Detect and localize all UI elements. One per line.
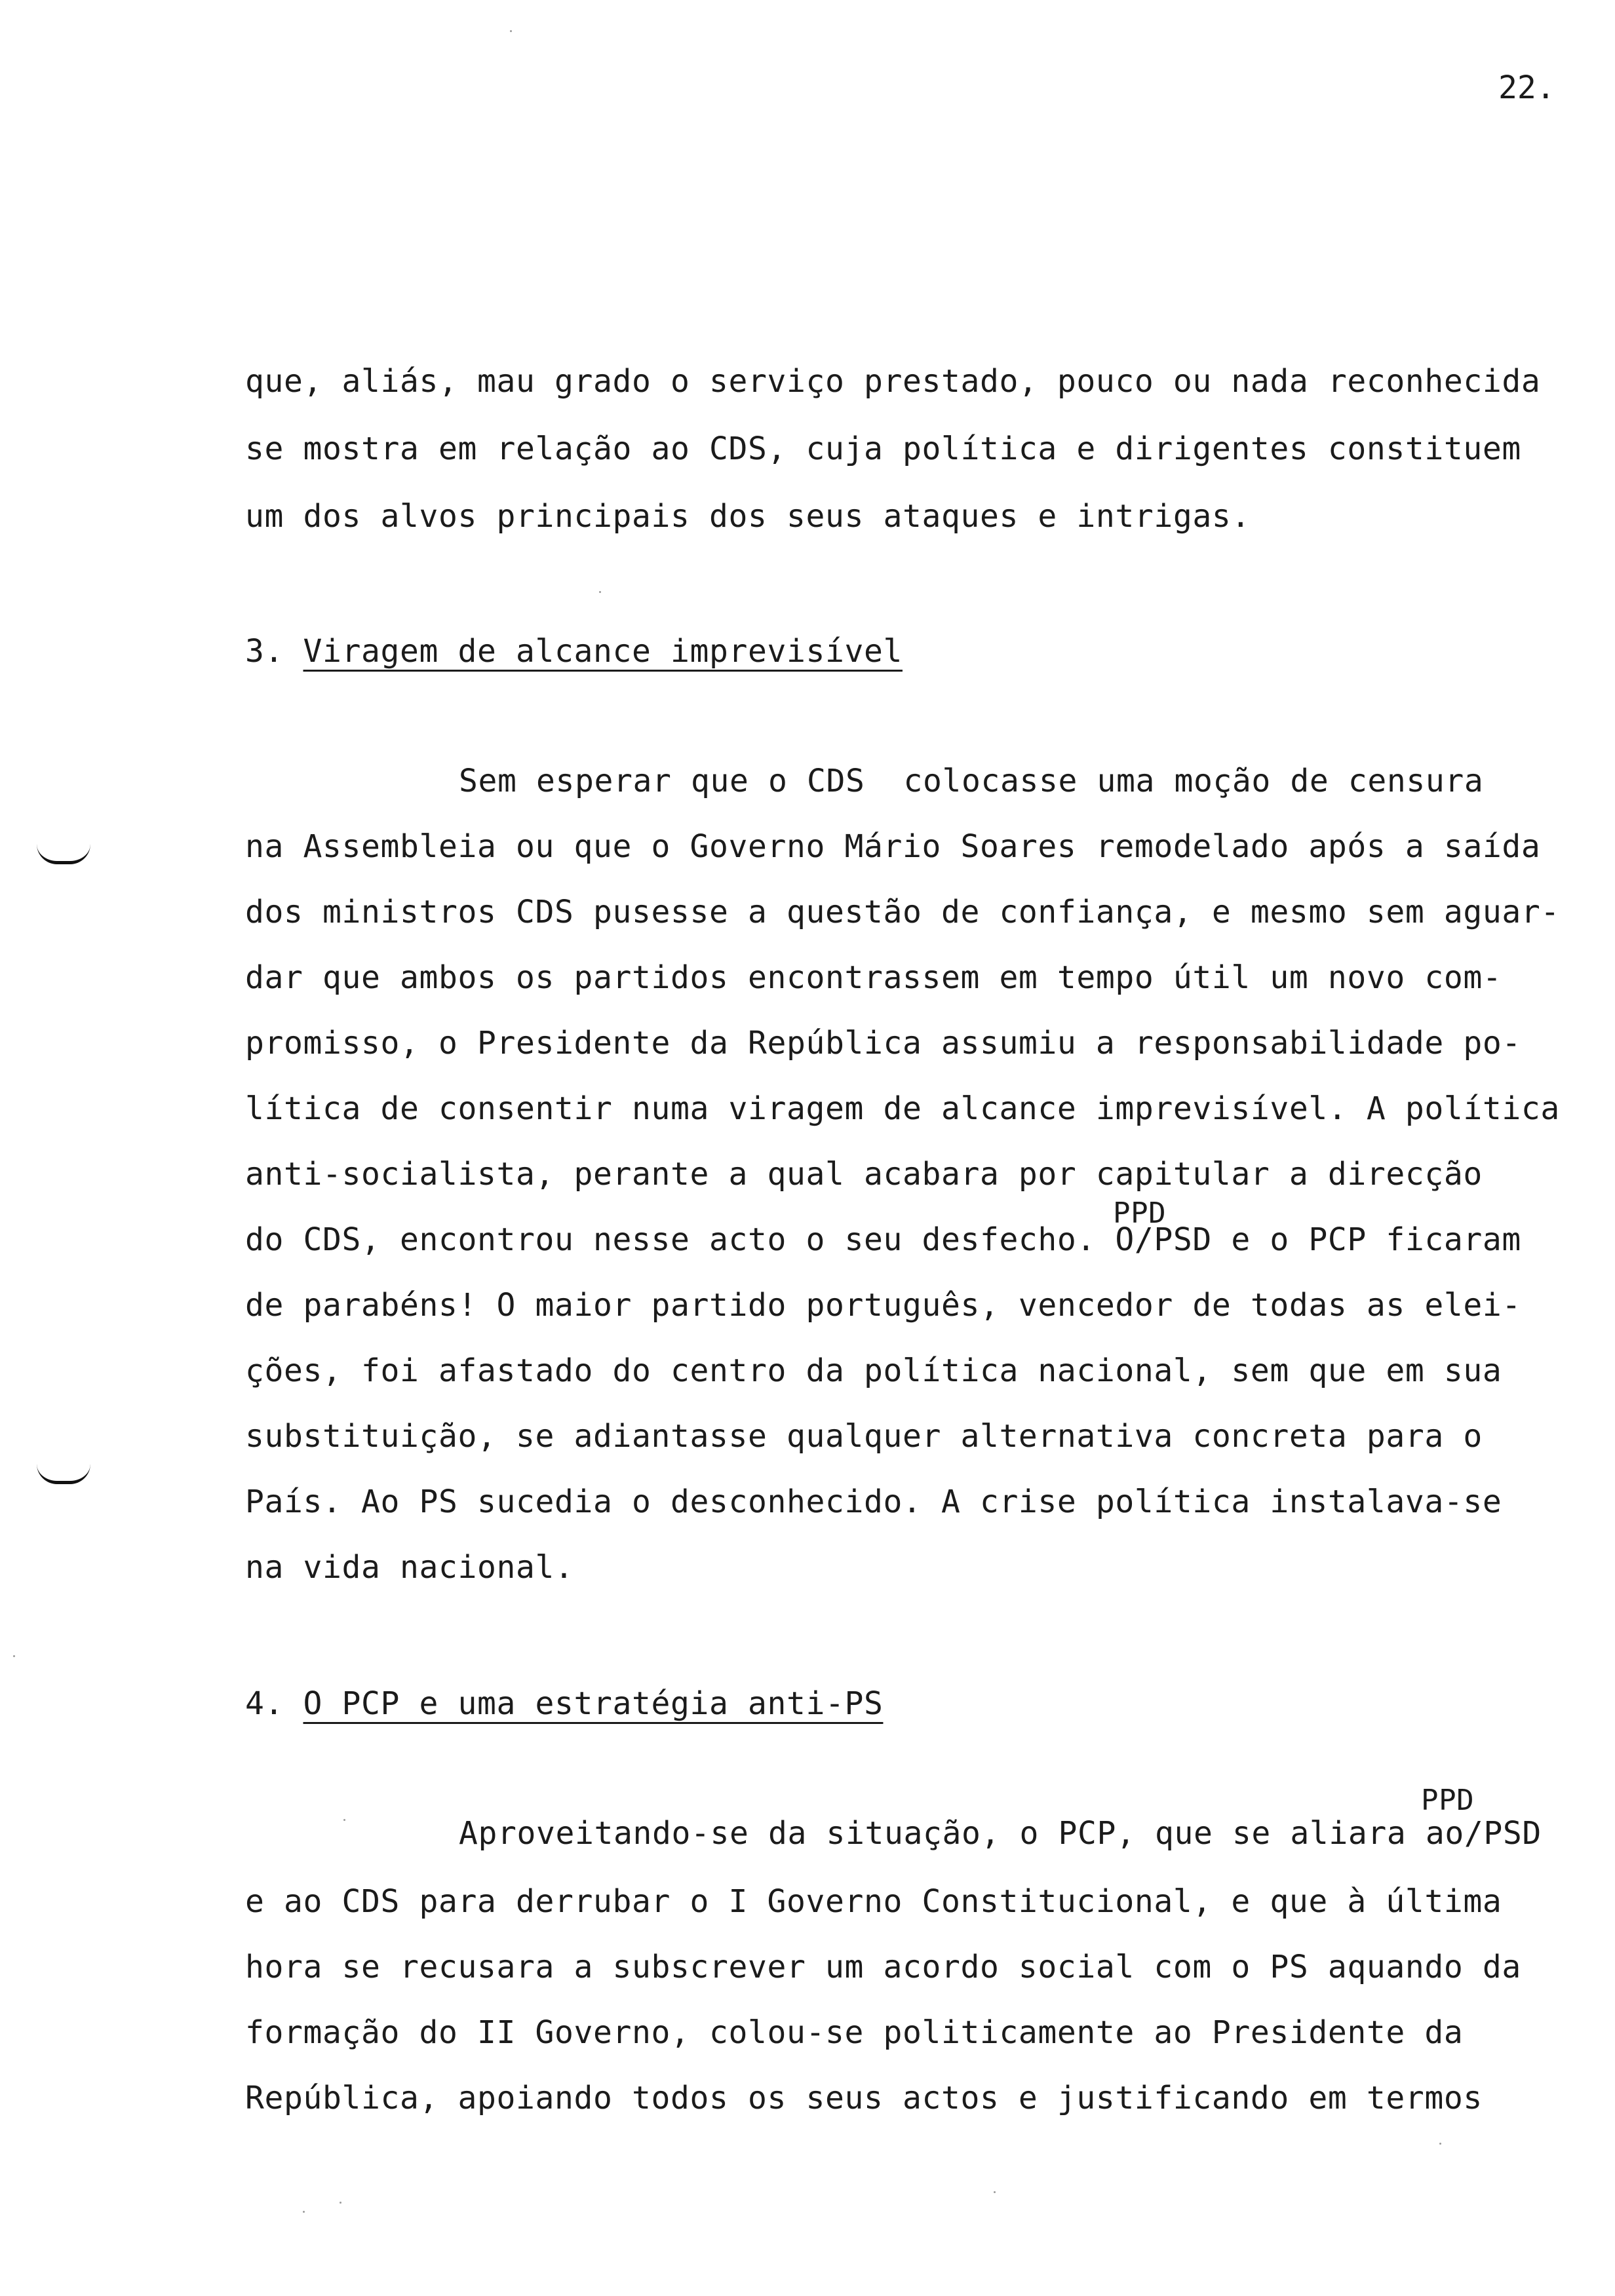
text-line: que, aliás, mau grado o serviço prestado, pouco ou nada reconhecida [245,363,1541,400]
text-line: País. Ao PS sucedia o desconhecido. A crise política instalava-se [245,1483,1502,1520]
section-3-heading [245,632,903,671]
binding-mark [37,844,90,864]
scan-speck [599,591,601,593]
scan-speck [303,2211,305,2213]
text-line: e ao CDS para derrubar o I Governo Constitucional, e que à última [245,1883,1502,1920]
scan-speck [510,30,512,32]
text-line: hora se recusara a subscrever um acordo social com o PS aquando da [245,1949,1521,1985]
text-line: um dos alvos principais dos seus ataques e intrigas. [245,498,1251,535]
handwritten-insertion: PPD [1421,1784,1475,1817]
text-line: promisso, o Presidente da República assumiu a responsabilidade po- [245,1025,1521,1062]
text-line: na Assembleia ou que o Governo Mário Soares remodelado após a saída [245,828,1541,865]
binding-mark [37,1464,90,1484]
text-line: anti-socialista, perante a qual acabara por capitular a direcção [245,1156,1483,1193]
section-title: Viragem de alcance imprevisível [303,633,903,670]
scan-speck [340,2202,341,2204]
section-4-heading [245,1684,883,1723]
section-title: O PCP e uma estratégia anti-PS [303,1685,884,1722]
scan-speck [1439,2143,1441,2145]
scan-speck [13,1655,15,1657]
text-line: dos ministros CDS pusesse a questão de confiança, e mesmo sem aguar- [245,894,1560,930]
text-line: dar que ambos os partidos encontrassem em tempo útil um novo com- [245,959,1502,996]
text-line: substituição, se adiantasse qualquer alternativa concreta para o [245,1418,1483,1455]
text-line: ções, foi afastado do centro da política nacional, sem que em sua [245,1352,1502,1389]
handwritten-insertion: PPD [1113,1196,1167,1230]
text-line: Aproveitando-se da situação, o PCP, que se aliara ao/PSD [459,1815,1542,1852]
scan-speck [994,2191,996,2193]
text-line: se mostra em relação ao CDS, cuja política e dirigentes constituem [245,430,1521,467]
text-line: República, apoiando todos os seus actos e justificando em termos [245,2080,1483,2116]
text-line: lítica de consentir numa viragem de alcance imprevisível. A política [245,1090,1560,1127]
text-line: do CDS, encontrou nesse acto o seu desfecho. O/PSD e o PCP ficaram [245,1221,1521,1258]
section-number: 4. [245,1685,284,1722]
page-number: 22. [1498,69,1555,106]
section-number: 3. [245,633,284,670]
text-line: de parabéns! O maior partido português, vencedor de todas as elei- [245,1287,1521,1324]
scan-speck [343,1819,345,1821]
text-line: na vida nacional. [245,1549,574,1586]
text-line: formação do II Governo, colou-se politicamente ao Presidente da [245,2014,1464,2051]
text-line: Sem esperar que o CDS colocasse uma moção de censura [459,763,1484,799]
